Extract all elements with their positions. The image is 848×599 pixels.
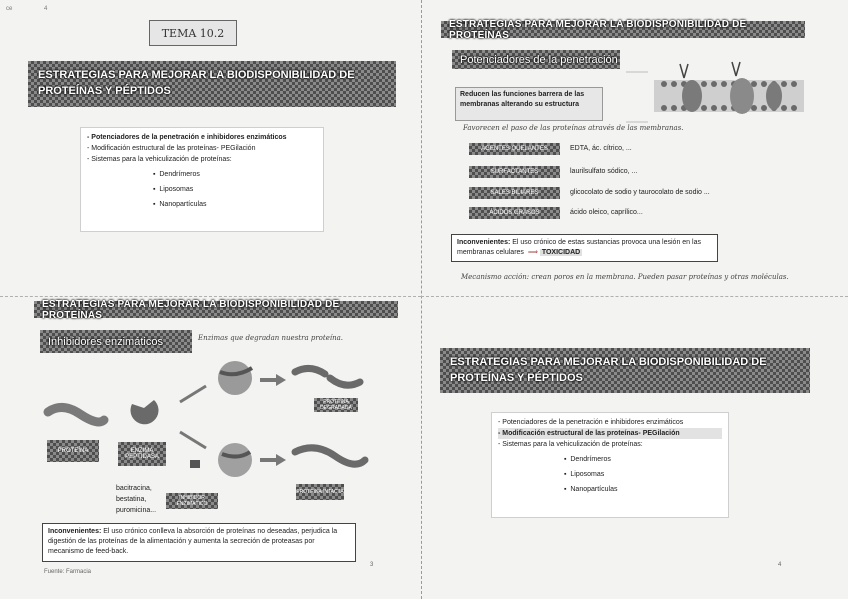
drawbacks-result: TOXICIDAD: [541, 249, 581, 256]
mechanism-box: [455, 87, 603, 121]
example-item: bacitracina,: [116, 485, 152, 492]
example-item: puromicina...: [116, 507, 157, 514]
topic-label: [149, 20, 237, 46]
slide-title-banner: [440, 348, 810, 393]
category-tag: ÁCIDOS GRASOS: [469, 207, 560, 219]
horizontal-page-divider-right: [421, 296, 848, 297]
protein-tag: PROTEÍNA: [47, 440, 99, 462]
slide-title-text: ESTRATEGIAS PARA MEJORAR LA BIODISPONIBILIDAD DE PROTEÍNAS: [42, 298, 340, 321]
inhibitor-tag: INHIBIDOR ENZIMÁTICO: [166, 493, 218, 509]
section-banner: [452, 50, 620, 69]
sublist-item: ▪ Liposomas: [153, 186, 194, 193]
slide-title-banner: [28, 61, 396, 107]
list-item: - Potenciadores de la penetración e inhibidores enzimáticos: [498, 419, 684, 426]
handwritten-note: Enzimas que degradan nuestra proteína.: [198, 334, 343, 342]
sublist-item: ▪ Liposomas: [564, 471, 605, 478]
category-tag: AGENTES QUELANTES: [469, 143, 560, 155]
horizontal-page-divider-left: [0, 296, 421, 297]
slide-title-banner: [441, 18, 805, 41]
category-examples: EDTA, ác. cítrico, ...: [570, 145, 632, 152]
list-item: - Modificación estructural de las proteínas- PEGilación: [87, 145, 256, 152]
list-item: - Sistemas para la vehiculización de proteínas:: [87, 156, 232, 163]
sublist-item: ▪ Nanopartículas: [153, 201, 207, 208]
topics-list-box: [80, 127, 324, 232]
corner-mark: ce: [6, 6, 13, 12]
vertical-page-divider: [421, 0, 422, 599]
handwritten-note: Favorecen el paso de las proteínas através de las membranas.: [463, 124, 684, 132]
sublist-item: ▪ Dendrímeros: [153, 171, 200, 178]
page-number: 3: [370, 562, 374, 568]
mechanism-text: Reducen las funciones barrera de las membranas alterando su estructura: [460, 91, 585, 108]
intact-protein-tag: PROTEÍNA INTACTA: [296, 484, 344, 500]
category-tag: SURFACTANTES: [469, 166, 560, 178]
drawbacks-box: [42, 523, 356, 562]
drawbacks-box: Inconvenientes: El uso crónico de estas sustancias provoca una lesión en las membranas celulares ⟹ TOXICIDAD: [451, 234, 718, 262]
list-item: - Potenciadores de la penetración e inhibidores enzimáticos: [87, 134, 287, 141]
sublist-item: ▪ Dendrímeros: [564, 456, 611, 463]
example-item: bestatina,: [116, 496, 147, 503]
list-item-highlighted: - Modificación estructural de las proteínas- PEGilación: [498, 428, 722, 439]
corner-mark-2: 4: [44, 6, 48, 12]
drawbacks-label: Inconvenientes:: [48, 528, 102, 535]
enzyme-tag: ENZIMA PEPTIDASA: [118, 442, 166, 466]
section-title: Potenciadores de la penetración: [460, 53, 618, 66]
footer-source: Fuente: Farmacia: [44, 569, 92, 575]
slide-title-text: ESTRATEGIAS PARA MEJORAR LA BIODISPONIBILIDAD DE PROTEÍNAS: [449, 18, 747, 41]
drawbacks-label: Inconvenientes:: [457, 239, 511, 246]
category-tag: SALES BILIARES: [469, 187, 560, 199]
section-banner: [40, 330, 192, 353]
category-examples: laurilsulfato sódico, ...: [570, 168, 638, 175]
drawbacks-text: El uso crónico de estas sustancias provoca una lesión en las membranas celulares: [457, 239, 701, 256]
category-examples: ácido oleico, caprílico...: [570, 209, 643, 216]
slide-title-text: ESTRATEGIAS PARA MEJORAR LA BIODISPONIBILIDAD DE PROTEÍNAS Y PÉPTIDOS: [450, 356, 767, 384]
topics-list-box: [491, 412, 729, 518]
topic-label-text: TEMA 10.2: [161, 26, 225, 40]
section-title: Inhibidores enzimáticos: [48, 335, 163, 348]
handwritten-note-2: Mecanismo acción: crean poros en la membrana. Pueden pasar proteínas y otras moléculas.: [461, 273, 789, 281]
list-item: - Sistemas para la vehiculización de proteínas:: [498, 441, 643, 448]
inhibitor-examples: [116, 483, 156, 516]
page-number: 4: [778, 562, 782, 568]
drawbacks-text: El uso crónico conlleva la absorción de proteínas no deseadas, perjudica la digestión de las proteínas de la alimentación y aumenta la secreción de proteasas por mecanismo de feed-back.: [48, 528, 338, 555]
category-examples: glicocolato de sodio y taurocolato de sodio ...: [570, 189, 710, 196]
sublist-item: ▪ Nanopartículas: [564, 486, 618, 493]
slide-title-banner: [34, 298, 398, 321]
degraded-protein-tag: PROTEÍNA DEGRADADA: [314, 398, 358, 412]
slide-title-text: ESTRATEGIAS PARA MEJORAR LA BIODISPONIBILIDAD DE PROTEÍNAS Y PÉPTIDOS: [38, 69, 355, 97]
